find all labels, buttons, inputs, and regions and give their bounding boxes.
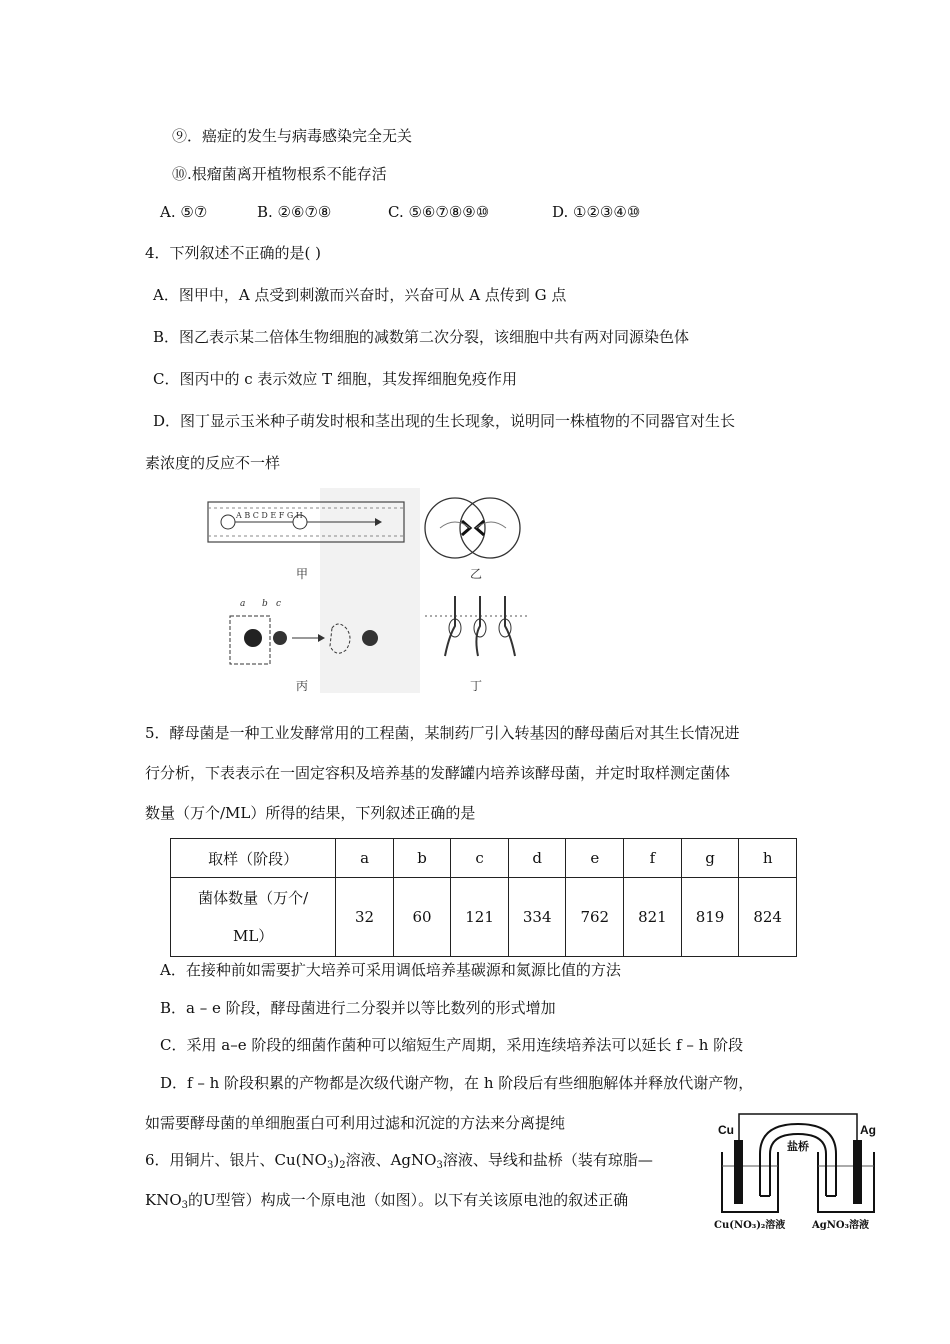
ag-electrode — [853, 1140, 862, 1204]
q4-figure-svg — [200, 488, 540, 698]
row-label-line1: 菌体数量（万个/ — [198, 889, 309, 907]
stage-cell: b — [393, 839, 450, 878]
ag-label: Ag — [860, 1123, 876, 1137]
q6-stem-line2 — [145, 1190, 628, 1216]
count-cell: 762 — [566, 878, 624, 957]
count-cell: 819 — [681, 878, 739, 957]
q6-text: ) — [333, 1151, 340, 1169]
stage-cell: d — [508, 839, 566, 878]
q6-text: 溶液、导线和盐桥（装有琼脂— — [442, 1151, 653, 1169]
q5-stem-line3: 数量（万个/ML）所得的结果，下列叙述正确的是 — [145, 804, 476, 822]
label-bing: 丙 — [296, 679, 309, 693]
q4-option-c: C．图丙中的 c 表示效应 T 细胞，其发挥细胞免疫作用 — [153, 370, 517, 388]
q6-text: 6．用铜片、银片、Cu(NO — [145, 1151, 327, 1169]
q5-stem-line2: 行分析，下表表示在一固定容积及培养基的发酵罐内培养该酵母菌，并定时取样测定菌体 — [145, 764, 731, 782]
q4-option-a: A．图甲中，A 点受到刺激而兴奋时，兴奋可从 A 点传到 G 点 — [153, 286, 567, 304]
q6-sub: 3 — [326, 1160, 334, 1171]
cu-label: Cu — [718, 1123, 734, 1137]
yeast-count-table — [170, 838, 797, 957]
q3-option-b: B. ②⑥⑦⑧ — [257, 203, 332, 221]
right-solution-label: AgNO₃溶液 — [812, 1220, 869, 1231]
galvanic-cell-svg — [712, 1110, 887, 1235]
q4-option-d-line1: D．图丁显示玉米种子萌发时根和茎出现的生长现象，说明同一株植物的不同器官对生长 — [153, 412, 736, 430]
table-row-label — [171, 878, 336, 957]
q4-stem: 4．下列叙述不正确的是( ) — [145, 244, 322, 262]
salt-bridge-label: 盐桥 — [787, 1140, 809, 1153]
count-cell: 821 — [624, 878, 682, 957]
table-row-count — [171, 878, 797, 957]
stage-cell: c — [451, 839, 509, 878]
panel-ding — [425, 596, 530, 656]
stage-cell: e — [566, 839, 624, 878]
count-cell: 121 — [451, 878, 509, 957]
count-cell: 60 — [393, 878, 450, 957]
stage-cell: a — [336, 839, 393, 878]
q4-figure — [200, 488, 540, 698]
item-9: ⑨．癌症的发生与病毒感染完全无关 — [172, 127, 413, 145]
q6-sub: 3 — [181, 1200, 189, 1211]
panel-yi — [425, 498, 520, 558]
count-cell: 334 — [508, 878, 566, 957]
count-cell: 824 — [739, 878, 797, 957]
jia-point-labels: A B C D E F G H — [236, 511, 303, 520]
q4-option-d-line2: 素浓度的反应不一样 — [145, 454, 281, 472]
label-a: a — [240, 599, 246, 609]
q5-option-c: C．采用 a–e 阶段的细菌作菌种可以缩短生产周期，采用连续培养法可以延长 f – h 阶段 — [160, 1036, 744, 1054]
q6-sub: 3 — [436, 1160, 443, 1171]
stage-cell: f — [624, 839, 682, 878]
q3-option-d: D. ①②③④⑩ — [552, 203, 641, 221]
stage-cell: g — [681, 839, 739, 878]
cu-electrode — [734, 1140, 743, 1204]
q5-option-d-line1: D．f – h 阶段积累的产物都是次级代谢产物，在 h 阶段后有些细胞解体并释放代谢产物， — [160, 1074, 754, 1092]
q3-option-a: A. ⑤⑦ — [160, 203, 208, 221]
q5-option-d-line2: 如需要酵母菌的单细胞蛋白可利用过滤和沉淀的方法来分离提纯 — [145, 1114, 566, 1132]
item-10: ⑩.根瘤菌离开植物根系不能存活 — [172, 165, 387, 183]
table-row-stage — [171, 839, 797, 878]
left-solution-label: Cu(NO₃)₂溶液 — [714, 1220, 786, 1231]
q4-option-b: B．图乙表示某二倍体生物细胞的减数第二次分裂，该细胞中共有两对同源染色体 — [153, 328, 690, 346]
label-b: b — [262, 599, 268, 609]
label-yi: 乙 — [470, 567, 483, 581]
count-cell: 32 — [336, 878, 393, 957]
label-jia: 甲 — [296, 567, 309, 581]
row-label-line2: ML） — [232, 927, 274, 945]
figure-background-shade — [320, 488, 420, 693]
q6-sub: 2 — [339, 1160, 346, 1171]
q5-option-b: B．a – e 阶段，酵母菌进行二分裂并以等比数列的形式增加 — [160, 999, 556, 1017]
table-header-label: 取样（阶段） — [171, 839, 336, 878]
stage-cell: h — [739, 839, 797, 878]
galvanic-cell-figure — [712, 1110, 887, 1235]
q5-stem-line1: 5．酵母菌是一种工业发酵常用的工程菌，某制药厂引入转基因的酵母菌后对其生长情况进 — [145, 724, 740, 742]
label-c: c — [276, 599, 282, 609]
wire — [739, 1114, 857, 1140]
q6-text: KNO — [145, 1191, 182, 1209]
label-ding: 丁 — [470, 679, 483, 693]
q6-text: 的U型管）构成一个原电池（如图）。以下有关该原电池的叙述正确 — [188, 1191, 629, 1209]
q6-stem-line1 — [145, 1150, 653, 1176]
q3-option-c: C. ⑤⑥⑦⑧⑨⑩ — [388, 203, 490, 221]
q5-option-a: A．在接种前如需要扩大培养可采用调低培养基碳源和氮源比值的方法 — [160, 961, 621, 979]
q6-text: 溶液、AgNO — [345, 1151, 437, 1169]
